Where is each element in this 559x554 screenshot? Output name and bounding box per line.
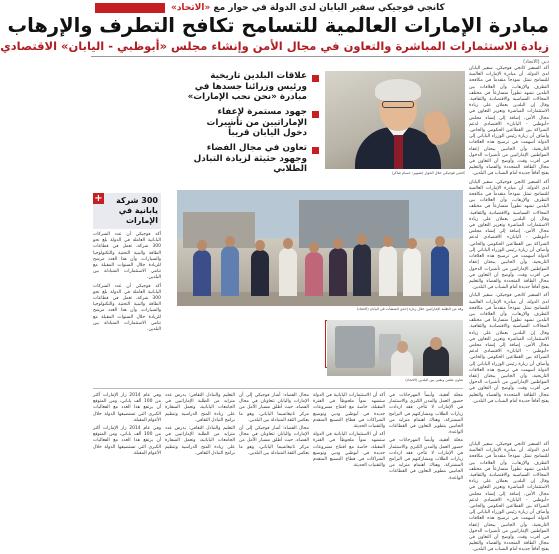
- bottom-column-4: التعليم والتبادل الثقافي: يدرس عدد متزايد من الطلبة الإماراتيين في الجامعات اليابانية، وتعمل السفارة على زيادة المنح الدراسية وتنظيم برامج التبادل الثقافي. التعليم والتبادل الثقافي: يدرس عدد متزايد من الطلبة الإماراتيين في الجامعات اليابانية، وتعمل السفارة على زيادة المنح الدراسية وتنظيم برامج التبادل الثقافي.: [165, 393, 235, 456]
- pull-quote-1: علاقات البلدين تاريخية ورئيس وزرائنا جسدها في مبادرة «نحن نحب الإمارات»: [187, 71, 307, 102]
- kicker-bar: [95, 3, 165, 13]
- section-divider: [93, 388, 463, 389]
- kicker-text: كانجي فوجيكي سفير اليابان لدى الدولة في حوار مع «الاتحاد»: [171, 3, 445, 13]
- portrait-caption: كانجي فوجيكي خلال الحوار (تصوير: حسام شاكر): [391, 171, 465, 175]
- byline: دبي (الاتحاد): [523, 59, 549, 65]
- headline-rule: [91, 56, 549, 57]
- group-photo: [177, 190, 463, 306]
- plus-icon: +: [94, 193, 103, 204]
- right-column-continued: أكد السفير كانجي فوجيكي، سفير اليابان لدى الدولة، أن مبادرة الإمارات العالمية للتسامح تمثل نموذجاً متقدماً في مكافحة التطرف والإرهاب، وأن العلاقات بين البلدين تشهد تطوراً متسارعاً في مختلف المجالات السياسية والاقتصادية والثقافية. وقال إن البلدين يعملان على زيادة الاستثمارات المباشرة وتعزيز التعاون في مجال الأمن، إضافة إلى إنشاء مجلس «أبوظبي - اليابان» الاقتصادي لدعم الشراكة بين القطاعين الحكومي والخاص. وأضاف أن زيارة رئيس الوزراء الياباني إلى الدولة أسهمت في ترسيخ هذه العلاقات التاريخية، وأن الجانبين يبحثان إعفاء المواطنين الإماراتيين من تأشيرات الدخول في أقرب وقت. وأوضح أن التعاون في مجال الطاقة المتجددة والفضاء والتعليم يفتح آفاقاً جديدة أمام الشباب في البلدين.: [469, 442, 549, 553]
- quote-marker: [312, 75, 319, 82]
- right-column-text: أكد السفير كانجي فوجيكي، سفير اليابان لدى الدولة، أن مبادرة الإمارات العالمية للتسامح تمثل نموذجاً متقدماً في مكافحة التطرف والإرهاب، وأن العلاقات بين البلدين تشهد تطوراً متسارعاً في مختلف المجالات السياسية والاقتصادية والثقافية. وقال إن البلدين يعملان على زيادة الاستثمارات المباشرة وتعزيز التعاون في مجال الأمن، إضافة إلى إنشاء مجلس «أبوظبي - اليابان» الاقتصادي لدعم الشراكة بين القطاعين الحكومي والخاص. وأضاف أن زيارة رئيس الوزراء الياباني إلى الدولة أسهمت في ترسيخ هذه العلاقات التاريخية، وأن الجانبين يبحثان إعفاء المواطنين الإماراتيين من تأشيرات الدخول في أقرب وقت. وأوضح أن التعاون في مجال الطاقة المتجددة والفضاء والتعليم يفتح آفاقاً جديدة أمام الشباب في البلدين. أكد السفير كانجي فوجيكي، سفير اليابان لدى الدولة، أن مبادرة الإمارات العالمية للتسامح تمثل نموذجاً متقدماً في مكافحة التطرف والإرهاب، وأن العلاقات بين البلدين تشهد تطوراً متسارعاً في مختلف المجالات السياسية والاقتصادية والثقافية. وقال إن البلدين يعملان على زيادة الاستثمارات المباشرة وتعزيز التعاون في مجال الأمن، إضافة إلى إنشاء مجلس «أبوظبي - اليابان» الاقتصادي لدعم الشراكة بين القطاعين الحكومي والخاص. وأضاف أن زيارة رئيس الوزراء الياباني إلى الدولة أسهمت في ترسيخ هذه العلاقات التاريخية، وأن الجانبين يبحثان إعفاء المواطنين الإماراتيين من تأشيرات الدخول في أقرب وقت. وأوضح أن التعاون في مجال الطاقة المتجددة والفضاء والتعليم يفتح آفاقاً جديدة أمام الشباب في البلدين. أكد السفير كانجي فوجيكي، سفير اليابان لدى الدولة، أن مبادرة الإمارات العالمية للتسامح تمثل نموذجاً متقدماً في مكافحة التطرف والإرهاب، وأن العلاقات بين البلدين تشهد تطوراً متسارعاً في مختلف المجالات السياسية والاقتصادية والثقافية. وقال إن البلدين يعملان على زيادة الاستثمارات المباشرة وتعزيز التعاون في مجال الأمن، إضافة إلى إنشاء مجلس «أبوظبي - اليابان» الاقتصادي لدعم الشراكة بين القطاعين الحكومي والخاص. وأضاف أن زيارة رئيس الوزراء الياباني إلى الدولة أسهمت في ترسيخ هذه العلاقات التاريخية، وأن الجانبين يبحثان إعفاء المواطنين الإماراتيين من تأشيرات الدخول في أقرب وقت. وأوضح أن التعاون في مجال الطاقة المتجددة والفضاء والتعليم يفتح آفاقاً جديدة أمام الشباب في البلدين.: [469, 66, 549, 404]
- companies-box-title: 300 شركة يابانية في الإمارات: [116, 196, 158, 225]
- quote-marker: [312, 147, 319, 154]
- pull-quote-3: تعاون في مجال الفضاء وجهود حثيثة لزيادة التبادل الطلابي: [193, 143, 307, 174]
- pull-quote-2: جهود مستمرة لإعفاء الإماراتيين من تأشيرات دخول اليابان قريباً: [206, 107, 307, 138]
- companies-box-body: أكد فوجيكي أن عدد الشركات اليابانية العاملة في الدولة بلغ نحو 300 شركة، تعمل في قطاعات الطاقة والبنية التحتية والتكنولوجيا والسيارات، وأن هذا العدد مرشح للزيادة خلال السنوات المقبلة مع تنامي الاستثمارات المتبادلة بين البلدين. أكد فوجيكي أن عدد الشركات اليابانية العاملة في الدولة بلغ نحو 300 شركة، تعمل في قطاعات الطاقة والبنية التحتية والتكنولوجيا والسيارات، وأن هذا العدد مرشح للزيادة خلال السنوات المقبلة مع تنامي الاستثمارات المتبادلة بين البلدين.: [93, 232, 161, 333]
- kicker-highlight: «الاتحاد»: [171, 3, 211, 13]
- bottom-column-2: أكد أن الاستثمارات اليابانية في الدولة ستشهد نمواً ملحوظاً في الفترة المقبلة، خاصة مع افتتاح مشروعات جديدة في أبوظبي ودبي وتوسيع الشراكات في قطاع التصنيع المتقدم والتقنيات الحديثة. أكد أن الاستثمارات اليابانية في الدولة ستشهد نمواً ملحوظاً في الفترة المقبلة، خاصة مع افتتاح مشروعات جديدة في أبوظبي ودبي وتوسيع الشراكات في قطاع التصنيع المتقدم والتقنيات الحديثة.: [313, 393, 385, 469]
- companies-box: [93, 193, 161, 229]
- group-photo-caption: وفد من الطلبة الإماراتيين خلال زيارة إحدى المنشآت في اليابان (الاتحاد): [356, 307, 463, 311]
- pull-quotes: [181, 71, 319, 174]
- headline: مبادرة الإمارات العالمية للتسامح تكافح التطرف والإرهاب: [7, 14, 549, 37]
- ambassador-portrait: [325, 71, 465, 169]
- bottom-column-5: وفي عام 2014 زار الإمارات أكثر من 100 ألف ياباني، ومن المتوقع أن يرتفع هذا العدد مع الفعاليات الكبرى التي تستضيفها الدولة خلال الأعوام المقبلة. وفي عام 2014 زار الإمارات أكثر من 100 ألف ياباني، ومن المتوقع أن يرتفع هذا العدد مع الفعاليات الكبرى التي تستضيفها الدولة خلال الأعوام المقبلة.: [93, 393, 161, 456]
- quote-marker: [312, 111, 319, 118]
- kicker: [95, 2, 545, 14]
- lab-photo: [327, 320, 463, 376]
- subhead: زيادة الاستثمارات المباشرة والتعاون في مجال الأمن وإنشاء مجلس «أبوظبي - اليابان» الاقتصادي: [0, 39, 549, 53]
- bottom-column-3: مجال الفضاء: أشار فوجيكي إلى أن الإمارات واليابان تتعاونان في مجال الفضاء، حيث أطلق مسبار الأمل من مركز تانيغاشيما الياباني، وهو ما يعكس الثقة المتبادلة بين البلدين. مجال الفضاء: أشار فوجيكي إلى أن الإمارات واليابان تتعاونان في مجال الفضاء، حيث أطلق مسبار الأمل من مركز تانيغاشيما الياباني، وهو ما يعكس الثقة المتبادلة بين البلدين.: [239, 393, 309, 456]
- bottom-column-1: مجلة أفقية، وأيضاً المهرجانات في حضور العمل والمدن الكبرى والاستثمار في الإمارات لا تتأخر، فقد ازدادت زيارات الطلاب ومشاركتهم في البرامج المشتركة، وهناك اهتمام متزايد من الجانبين بتطوير التعاون في القطاعات الواعدة. مجلة أفقية، وأيضاً المهرجانات في حضور العمل والمدن الكبرى والاستثمار في الإمارات لا تتأخر، فقد ازدادت زيارات الطلاب ومشاركتهم في البرامج المشتركة، وهناك اهتمام متزايد من الجانبين بتطوير التعاون في القطاعات الواعدة.: [389, 393, 463, 481]
- lab-photo-caption: تعاون علمي وتقني بين البلدين (الاتحاد): [405, 378, 463, 382]
